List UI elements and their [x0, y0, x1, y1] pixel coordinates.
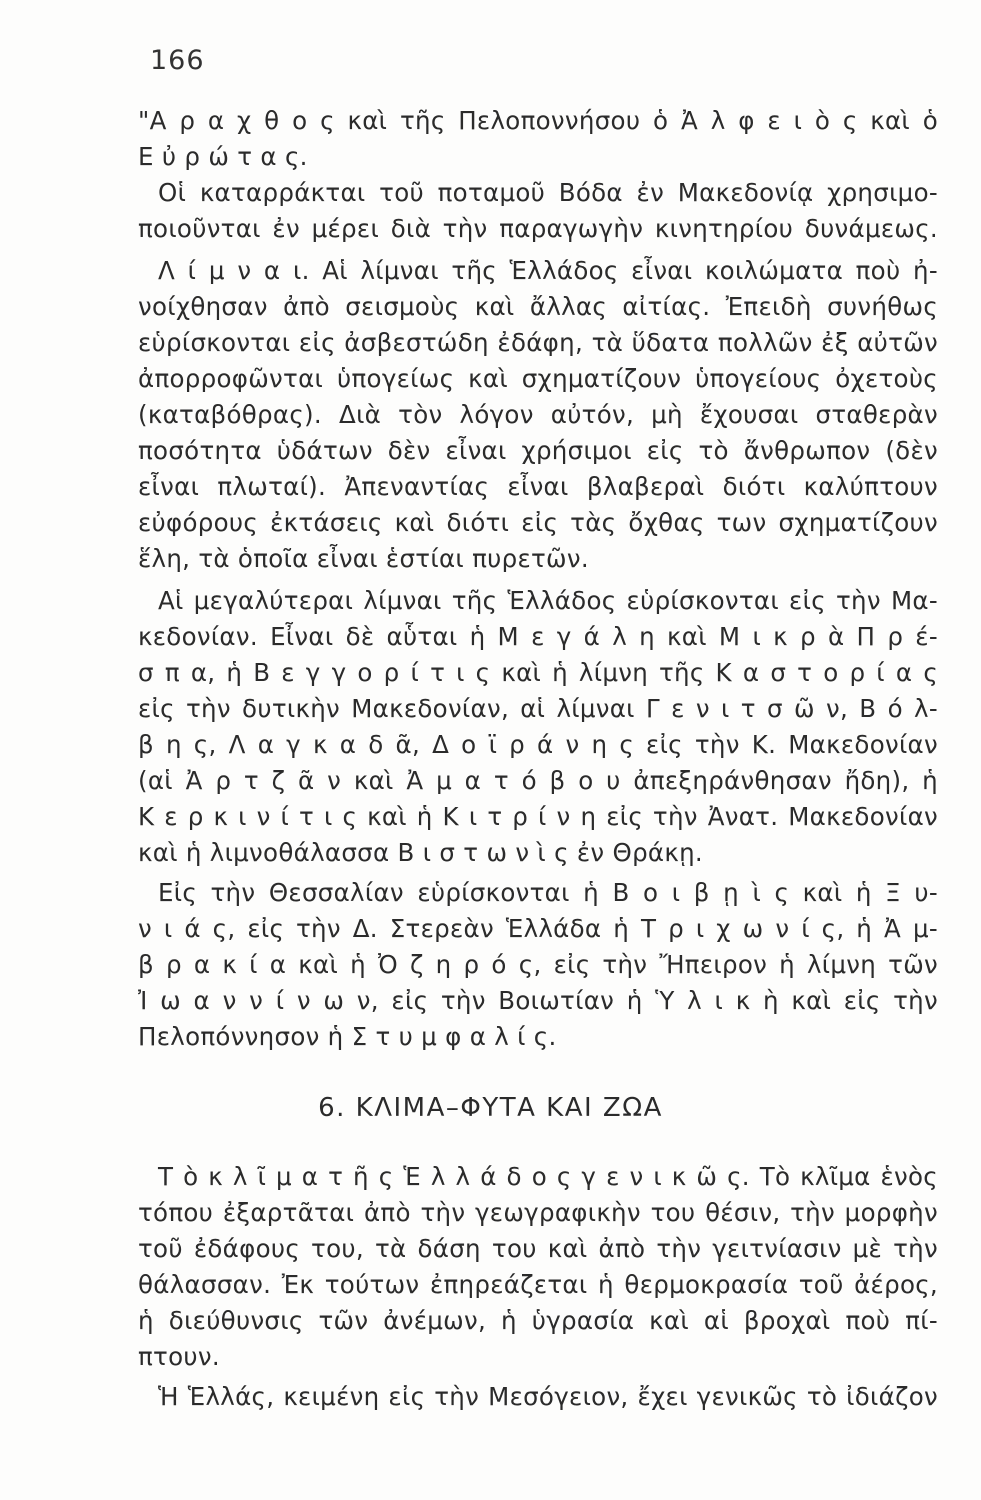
text-line: ποσότητα ὑδάτων δὲν εἶναι χρήσιμοι εἰς τὸ ἄνθρωπον (δὲν	[138, 436, 938, 465]
text-line: ν ι ά ς, εἰς τὴν Δ. Στερεὰν Ἑλλάδα ἡ Τ ρ ι χ ω ν ί ς, ἡ Ἀ μ-	[138, 914, 938, 943]
section-heading: 6. ΚΛΙΜΑ–ΦΥΤΑ ΚΑΙ ΖΩΑ	[318, 1093, 663, 1123]
text-line: κεδονίαν. Εἶναι δὲ αὗται ἡ Μ ε γ ά λ η καὶ Μ ι κ ρ ὰ Π ρ έ-	[138, 622, 938, 651]
text-line: Αἱ μεγαλύτεραι λίμναι τῆς Ἑλλάδος εὑρίσκονται εἰς τὴν Μα-	[158, 586, 938, 615]
text-line: καὶ ἡ λιμνοθάλασσα Β ι σ τ ω ν ὶ ς ἐν Θράκῃ.	[138, 838, 704, 867]
text-line: (αἱ Ἀ ρ τ ζ ᾶ ν καὶ Ἀ μ α τ ό β ο υ ἀπεξηράνθησαν ἤδη), ἡ	[138, 766, 938, 795]
text-line: ἀπορροφῶνται ὑπογείως καὶ σχηματίζουν ὑπογείους ὀχετοὺς	[138, 364, 938, 393]
text-line: εὐφόρους ἐκτάσεις καὶ διότι εἰς τὰς ὄχθας των σχηματίζουν	[138, 508, 938, 537]
text-line: Λ ί μ ν α ι. Αἱ λίμναι τῆς Ἑλλάδος εἶναι κοιλώματα ποὺ ἠ-	[158, 256, 938, 285]
text-line: Κ ε ρ κ ι ν ί τ ι ς καὶ ἡ Κ ι τ ρ ί ν η εἰς τὴν Ἀνατ. Μακεδονίαν	[138, 802, 938, 831]
text-line: Ε ὐ ρ ώ τ α ς.	[138, 142, 308, 171]
text-line: Ἡ Ἑλλάς, κειμένη εἰς τὴν Μεσόγειον, ἔχει γενικῶς τὸ ἰδιάζον	[158, 1382, 938, 1411]
text-line: ποιοῦνται ἐν μέρει διὰ τὴν παραγωγὴν κινητηρίου δυνάμεως.	[138, 214, 938, 243]
text-line: β ρ α κ ί α καὶ ἡ Ὀ ζ η ρ ό ς, εἰς τὴν Ἤπειρον ἡ λίμνη τῶν	[138, 950, 938, 979]
text-line: εἰς τὴν δυτικὴν Μακεδονίαν, αἱ λίμναι Γ ε ν ι τ σ ῶ ν, Β ό λ-	[138, 694, 938, 723]
text-line: τοῦ ἐδάφους του, τὰ δάση του καὶ ἀπὸ τὴν γειτνίασιν μὲ τὴν	[138, 1234, 938, 1263]
text-line: εὑρίσκονται εἰς ἀσβεστώδη ἐδάφη, τὰ ὕδατα πολλῶν ἐξ αὐτῶν	[138, 328, 938, 357]
page-number: 166	[150, 45, 205, 76]
text-line: "Α ρ α χ θ ο ς καὶ τῆς Πελοποννήσου ὁ Ἀ λ φ ε ι ὸ ς καὶ ὁ	[138, 106, 938, 135]
text-line: τόπου ἐξαρτᾶται ἀπὸ τὴν γεωγραφικὴν του θέσιν, τὴν μορφὴν	[138, 1198, 938, 1227]
text-line: β η ς, Λ α γ κ α δ ᾶ, Δ ο ϊ ρ ά ν η ς εἰς τὴν Κ. Μακεδονίαν	[138, 730, 938, 759]
text-line: σ π α, ἡ Β ε γ γ ο ρ ί τ ι ς καὶ ἡ λίμνη τῆς Κ α σ τ ο ρ ί α ς	[138, 658, 938, 687]
text-line: πτουν.	[138, 1342, 220, 1371]
text-line: Τ ὸ κ λ ῖ μ α τ ῆ ς Ἑ λ λ ά δ ο ς γ ε ν ι κ ῶ ς. Τὸ κλῖμα ἑνὸς	[158, 1162, 938, 1191]
text-line: ἡ διεύθυνσις τῶν ἀνέμων, ἡ ὑγρασία καὶ αἱ βροχαὶ ποὺ πί-	[138, 1306, 938, 1335]
text-line: (καταβόθρας). Διὰ τὸν λόγον αὐτόν, μὴ ἔχουσαι σταθερὰν	[138, 400, 938, 429]
text-line: Ἰ ω α ν ν ί ν ω ν, εἰς τὴν Βοιωτίαν ἡ Ὑ λ ι κ ὴ καὶ εἰς τὴν	[138, 986, 938, 1015]
text-line: Πελοπόννησον ἡ Σ τ υ μ φ α λ ί ς.	[138, 1022, 557, 1051]
text-line: ἕλη, τὰ ὁποῖα εἶναι ἑστίαι πυρετῶν.	[138, 544, 589, 573]
text-line: Εἰς τὴν Θεσσαλίαν εὑρίσκονται ἡ Β ο ι β ῃ ὶ ς καὶ ἡ Ξ υ-	[158, 878, 938, 907]
text-line: Οἱ καταρράκται τοῦ ποταμοῦ Βόδα ἐν Μακεδονίᾳ χρησιμο-	[158, 178, 938, 207]
text-line: θάλασσαν. Ἐκ τούτων ἐπηρεάζεται ἡ θερμοκρασία τοῦ ἀέρος,	[138, 1270, 938, 1299]
text-line: εἶναι πλωταί). Ἀπεναντίας εἶναι βλαβεραὶ διότι καλύπτουν	[138, 472, 938, 501]
text-line: νοίχθησαν ἀπὸ σεισμοὺς καὶ ἄλλας αἰτίας. Ἐπειδὴ συνήθως	[138, 292, 938, 321]
